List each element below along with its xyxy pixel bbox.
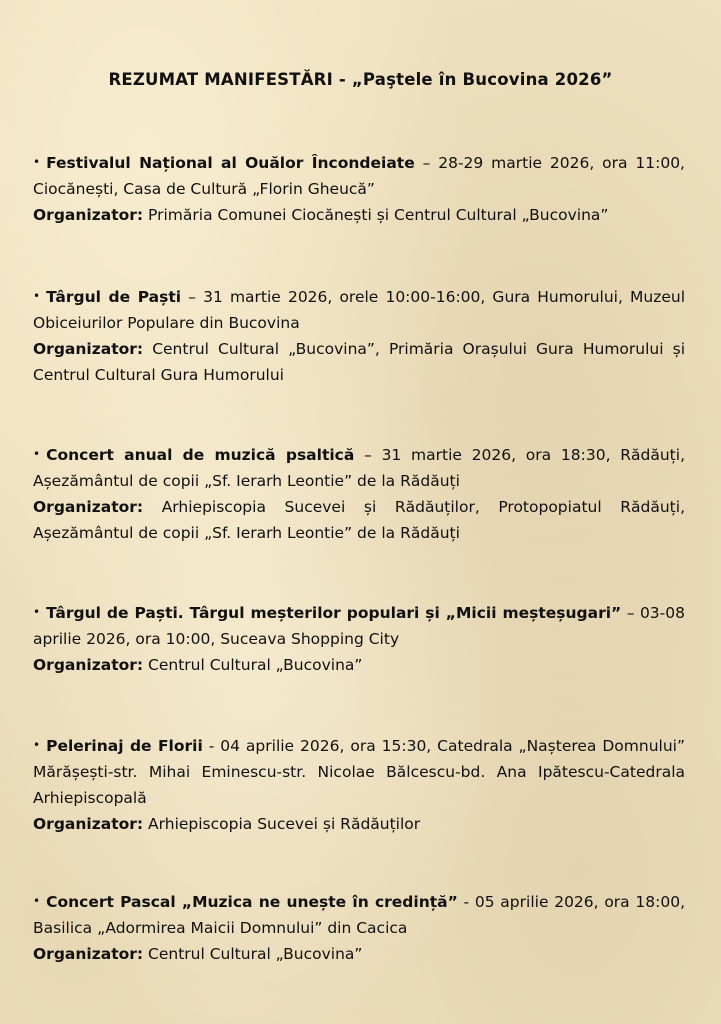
event-organizer <box>33 202 685 228</box>
event-name: Pelerinaj de Florii <box>46 737 203 755</box>
event-organizer <box>33 941 685 967</box>
bullet: • <box>33 289 41 303</box>
bullet: • <box>33 894 41 908</box>
organizer-text: Centrul Cultural „Bucovina” <box>143 656 363 674</box>
bullet: • <box>33 605 41 619</box>
event-details: – 03-08 aprilie 2026, ora 10:00, Suceava Shopping City <box>33 604 685 648</box>
event-item <box>33 441 685 546</box>
organizer-text: Centrul Cultural „Bucovina” <box>143 945 363 963</box>
bullet: • <box>33 155 41 169</box>
event-organizer <box>33 336 685 388</box>
organizer-label: Organizator: <box>33 815 144 833</box>
organizer-label: Organizator: <box>33 206 144 224</box>
event-description <box>33 283 685 336</box>
organizer-label: Organizator: <box>33 340 144 358</box>
event-name: Târgul de Paști <box>46 288 182 306</box>
event-item <box>33 599 685 678</box>
organizer-label: Organizator: <box>33 656 144 674</box>
event-organizer <box>33 494 685 546</box>
organizer-label: Organizator: <box>33 945 144 963</box>
event-organizer <box>33 811 685 837</box>
event-details: – 28-29 martie 2026, ora 11:00, Ciocănești, Casa de Cultură „Florin Gheucă” <box>33 154 685 198</box>
event-item <box>33 283 685 388</box>
bullet: • <box>33 738 41 752</box>
event-item <box>33 149 685 228</box>
event-item <box>33 732 685 837</box>
event-details: – 31 martie 2026, orele 10:00-16:00, Gura Humorului, Muzeul Obiceiurilor Populare din Bucovina <box>33 288 686 332</box>
event-organizer <box>33 652 685 678</box>
event-details: – 31 martie 2026, ora 18:30, Rădăuți, Așezământul de copii „Sf. Ierarh Leontie” de la Rădăuți <box>33 446 685 490</box>
event-name: Târgul de Paști. Târgul meșterilor populari și „Micii meșteșugari” <box>46 604 622 622</box>
organizer-text: Arhiepiscopia Sucevei și Rădăuților, Protopopiatul Rădăuți, Așezământul de copii „Sf. Ierarh Leontie” de la Rădăuți <box>33 498 685 542</box>
bullet: • <box>33 447 41 461</box>
event-description <box>33 441 685 494</box>
event-details: - 05 aprilie 2026, ora 18:00, Basilica „Adormirea Maicii Domnului” din Cacica <box>33 893 685 937</box>
event-description <box>33 149 685 202</box>
organizer-label: Organizator: <box>33 498 144 516</box>
event-description <box>33 599 685 652</box>
organizer-text: Centrul Cultural „Bucovina”, Primăria Orașului Gura Humorului și Centrul Cultural Gura Humorului <box>33 340 685 384</box>
organizer-text: Primăria Comunei Ciocănești și Centrul Cultural „Bucovina” <box>143 206 609 224</box>
event-description <box>33 888 685 941</box>
event-details: - 04 aprilie 2026, ora 15:30, Catedrala „Nașterea Domnului” Mărășești-str. Mihai Eminescu-str. Nicolae Bălcescu-bd. Ana Ipătescu-Catedrala Arhiepiscopală <box>33 737 686 807</box>
event-description <box>33 732 685 811</box>
event-name: Festivalul Național al Ouălor Încondeiate <box>46 154 415 172</box>
event-name: Concert Pascal „Muzica ne unește în credință” <box>46 893 458 911</box>
event-item <box>33 888 685 967</box>
organizer-text: Arhiepiscopia Sucevei și Rădăuților <box>143 815 421 833</box>
page-title: REZUMAT MANIFESTĂRI - „Paştele în Bucovina 2026” <box>108 70 613 89</box>
event-name: Concert anual de muzică psaltică <box>46 446 355 464</box>
